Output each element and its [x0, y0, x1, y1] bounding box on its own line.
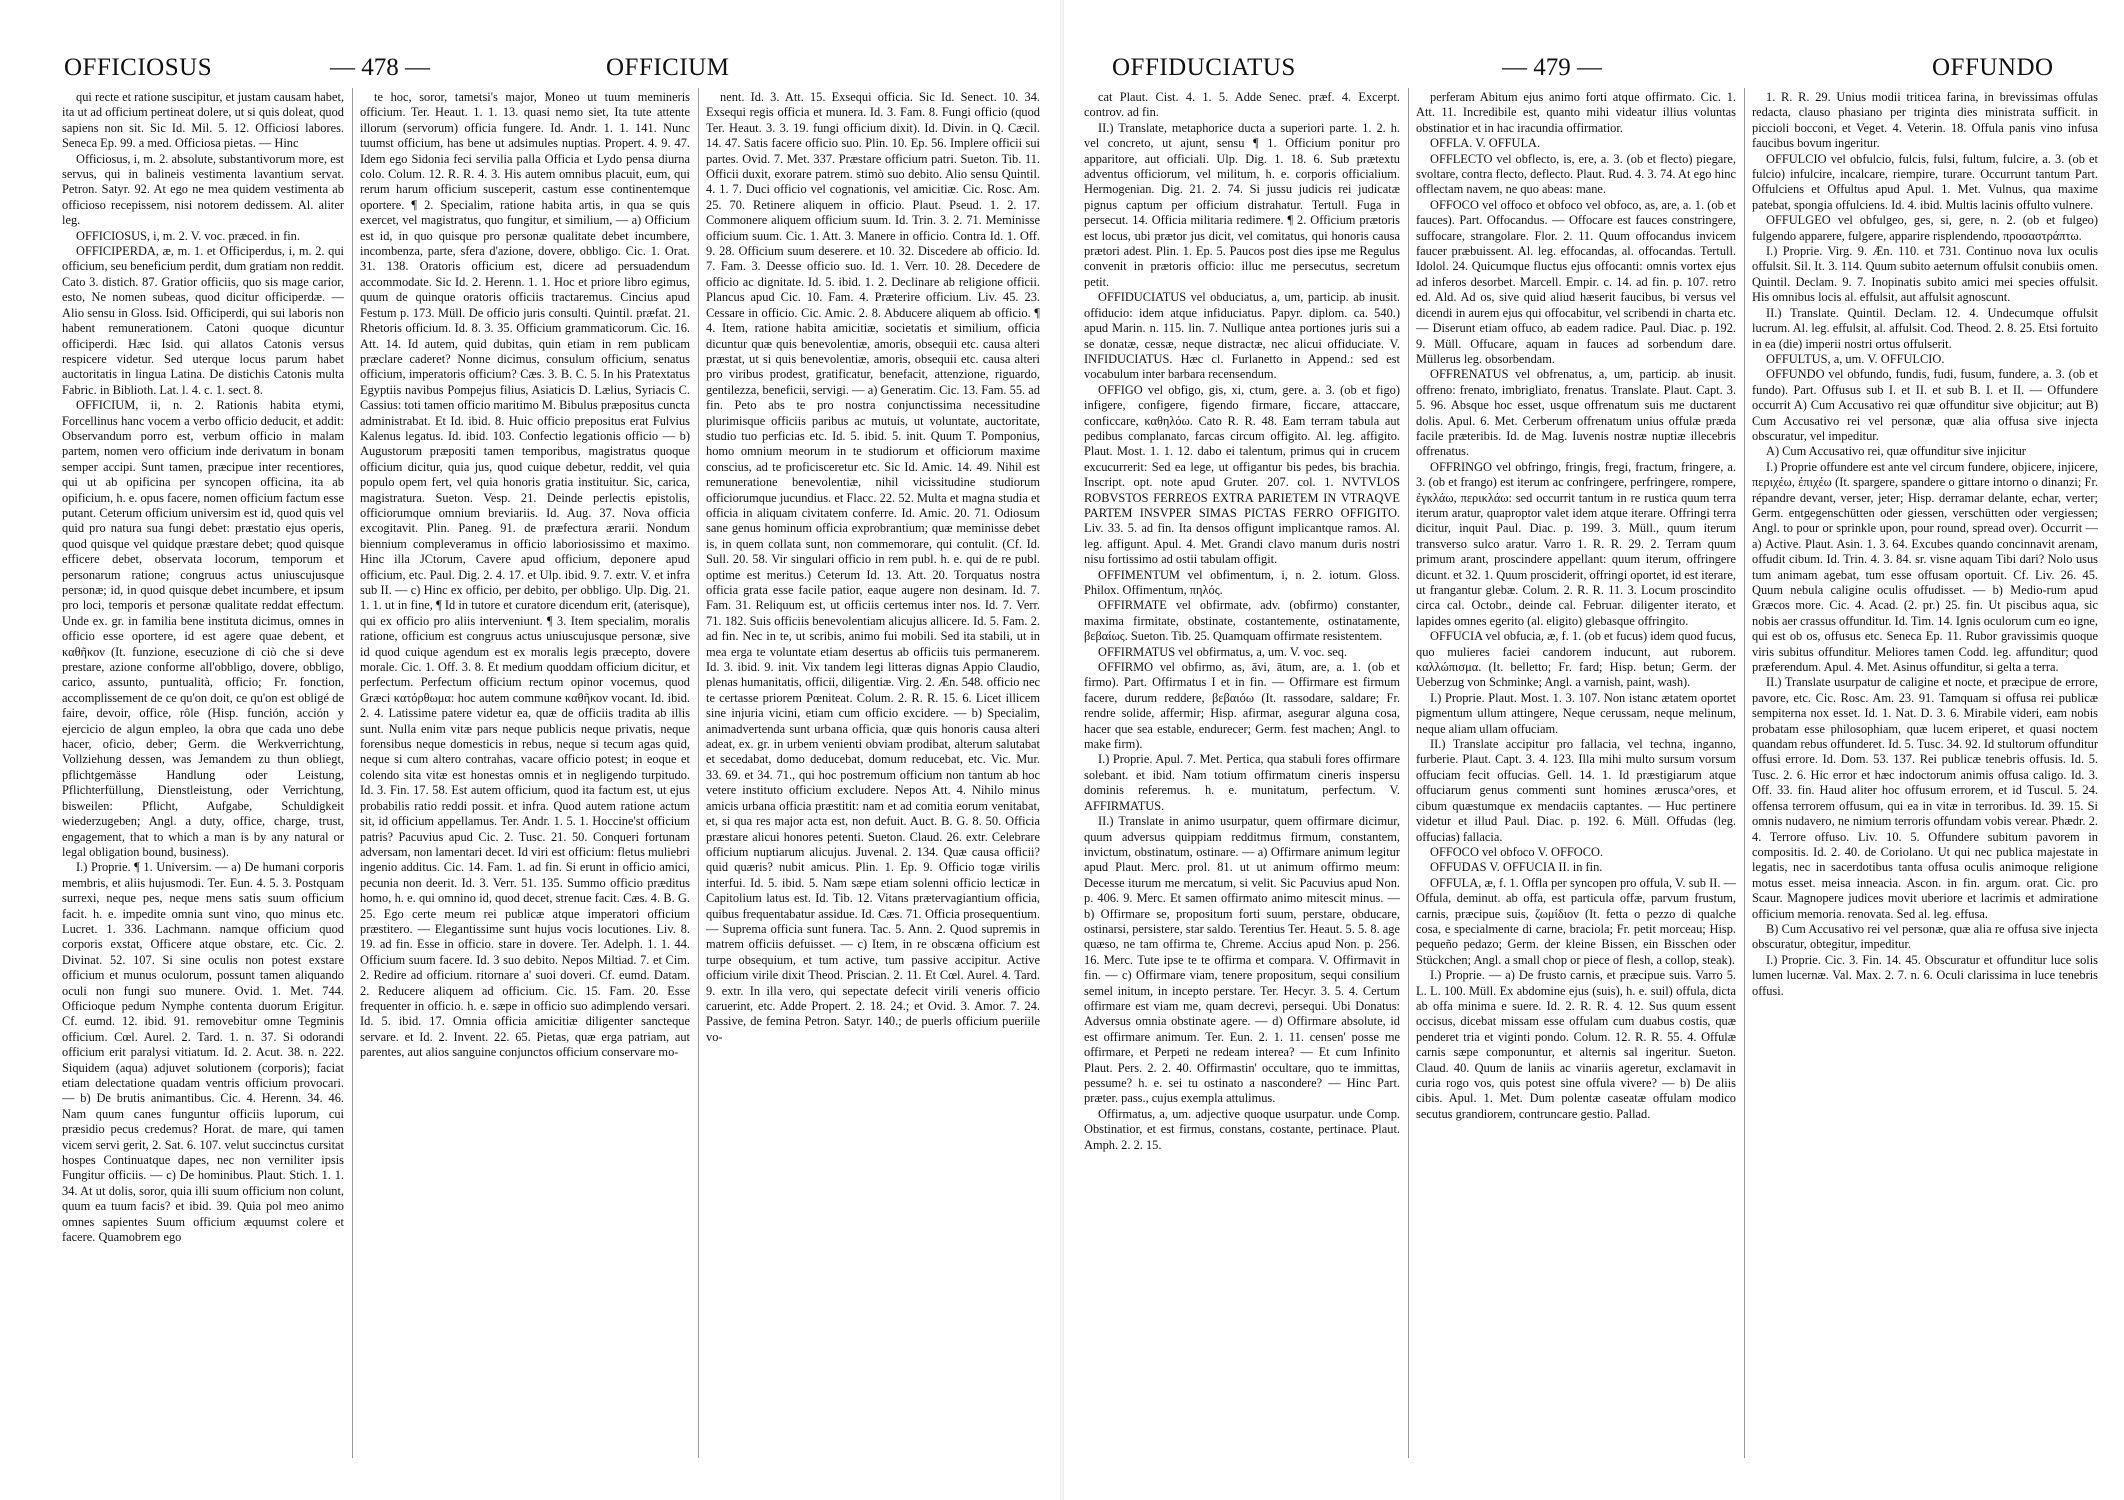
dictionary-entry: nent. Id. 3. Att. 15. Exsequi officia. Sic Id. Senect. 10. 34. Exsequi regis officia et munera. Id. 3. Fam. 8. Fungi officio (quod Ter. Heaut. 3. 3. 19. fungi officium dixit). Id. Divin. in Q. Cæcil. 14. 47. Satis facere officio suo. Plin. 10. Ep. 56. Implere officii sui partes. Ovid. 7. Met. 337. Præstare officium patri. Sueton. Tib. 11. Officii duxit, exorare patrem. stimò suo debito. Alio sensu Quintil. 4. 1. 7. Duci officio vel cognationis, vel amicitiæ. Cic. Rosc. Am. 25. 70. Retinere aliquem in officio. Plaut. Pseud. 1. 2. 17. Commonere aliquem officium suum. Id. Trin. 3. 2. 71. Meminisse officium suum. Cic. 1. Att. 3. Manere in officio. Contra Id. 1. Off. 9. 28. Officium suum deserere. et 10. 32. Discedere ab officio. Id. 7. Fam. 3. Deesse officio suo. Id. 1. Verr. 10. 28. Decedere de officio ac dignitate. Id. 5. ibid. 1. 2. Declinare ab religione officii. Plancus apud Cic. 10. Fam. 4. Præterire officium. Liv. 45. 23. Cessare in officio. Cic. Amic. 2. 8. Abducere aliquem ab officio. ¶ 4. Item, ratione habita amicitiæ, societatis et similium, officia dicuntur quæ quis benevolentiæ, amoris, obsequii etc. causa alteri præstat, ut si quis benevolentiæ, amoris, obsequii etc. causa alteri pro viribus prodest, gratificatur, benefacit, attenzione, riguardo, gentilezza, beneficii, servigi. — a) Generatim. Cic. 13. Fam. 55. ad fin. Peto abs te pro nostra conjunctissima necessitudine plurimisque officiis paribus ac mutuis, ut voluntate, auctoritate, studio tuo perficias etc. Id. 5. ibid. 5. init. Quum T. Pomponius, homo omnium meorum in te studiorum et officiorum maxime conscius, ad te proficisceretur etc. Sic Id. Amic. 14. 49. Nihil est remuneratione benevolentiæ, nihil vicissitudine studiorum officiorumque jucundius. et Flacc. 22. 52. Multa et magna studia et officia in aliquam civitatem conferre. Id. Amic. 20. 71. Odiosum sane genus hominum officia exprobrantium; quæ meminisse debet is, in quem collata sunt, non commemorare, qui contulit. (Cf. Id. Sull. 20. 58. Vir singulari officio in rem publ. h. e. qui de re publ. optime est meritus.) Ceterum Id. 13. Att. 20. Torquatus nostra officia grata esse facile patior, eaque augere non desinam. Id. 7. Fam. 31. Reliquum est, ut officiis certemus inter nos. Id. 7. Verr. 71. 182. Suis officiis benevolentiam alicujus allicere. Id. 5. Fam. 2. ad fin. Nec in te, ut scribis, animo fui mobili. Sed ita stabili, ut in mea erga te voluntate etiam desertus ab officiis tuis permanerem. Id. 3. ibid. 9. init. Vix tandem legi litteras dignas Appio Claudio, plenas humanitatis, officii, diligentiæ. Virg. 2. Æn. 548. officio nec te certasse priorem Pœniteat. Colum. 2. R. R. 15. 6. Licet illicem sine injuria vicini, etiam cum officio excidere. — b) Specialim, animadvertenda sunt urbana officia, quæ quis honoris causa alteri adeat, ex. gr. in urbem venienti obviam prodibat, alterum salutabat et secedabat, domo deducebat, domum reducebat, etc. Vic. Mur. 33. 69. et 34. 71., qui hoc postremum officium non tantum ab hoc vetere instituto officium excludere. Nepos Att. 4. Nihilo minus amicis urbana officia præstitit: nam et ad comitia eorum venitabat, et, si qua res major acta est, non defuit. Auct. B. G. 8. 50. Officia præstare alicui honores petenti. Sueton. Claud. 26. extr. Celebrare officium nuptiarum alicujus. Juvenal. 2. 134. Quæ causa officii? quid quæris? nubit amicus. Plin. 1. Ep. 9. Officio togæ virilis interfui. Id. 5. ibid. 5. Nam sæpe etiam solenni officio lecticæ in Capitolium latus est. Id. Tib. 12. Vitans prætervagiantium officia, quibus frequentabatur assidue. Id. Cæs. 71. Officia prosequentium. — Suprema officia sunt funera. Tac. 5. Ann. 2. Quod supremis in matrem officiis defuisset. — c) Item, in re obscæna officium est turpe obsequium, et tum active, tum passive accipitur. Active officium virile dixit Theod. Priscian. 2. 11. Et Cœl. Aurel. 4. Tard. 9. extr. In illa vero, qui sepectate defecit virili veneris officio caruerint, etc. Adde Propert. 2. 18. 24.; et Ovid. 3. Amor. 7. 24. Passive, de femina Petron. Satyr. 140.; de puerls officium pueriile vo-	[706, 90, 1040, 1044]
dictionary-entry: OFFUNDO vel obfundo, fundis, fudi, fusum, fundere, a. 3. (ob et fundo). Part. Offusus sub I. et II. et sub B. I. et II. — Offundere occurrit A) Cum Accusativo rei quæ offunditur sive objicitur; aut B) Cum Accusativo rei vel personæ, quæ alia offusa sive injecta obscuratur, vel impeditur.	[1752, 367, 2098, 443]
column-rule	[1744, 88, 1745, 1458]
dictionary-entry: cat Plaut. Cist. 4. 1. 5. Adde Senec. præf. 4. Excerpt. controv. ad fin.	[1084, 90, 1400, 120]
dictionary-entry: OFFULCIO vel obfulcio, fulcis, fulsi, fultum, fulcire, a. 3. (ob et fulcio) infulcire, incalcare, riempire, turare. Occurrunt tantum Part. Offulciens et Offultus apud Apul. 1. Met. Vulnus, qua maxime patebat, spongia offulciens. Id. 4. ibid. Multis lacinis offulto vulnere.	[1752, 151, 2098, 212]
page-header	[0, 54, 1062, 84]
text-column	[360, 90, 690, 1460]
dictionary-entry: OFFIRMATUS vel obfirmatus, a, um. V. voc. seq.	[1098, 644, 1348, 659]
page-number: — 478 —	[330, 54, 430, 81]
running-head-right: OFFUNDO	[1932, 54, 2054, 81]
page-number: — 479 —	[1502, 54, 1602, 81]
dictionary-entry: OFFICIOSUS, i, m. 2. V. voc. præced. in fin.	[76, 228, 300, 243]
dictionary-entry: I.) Proprie. — a) De frusto carnis, et præcipue suis. Varro 5. L. L. 100. Müll. Ex abdomine ejus (suis), h. e. suil) offula, dicta ab offa minima e suere. Id. 2. R. R. 4. 12. Sus quum essent occisus, dicebat missam esse offulam cum duabus costis, quæ penderet tria et viginti pondo. Colum. 12. R. R. 55. 4. Offulæ carnis sæpe componuntur, et alternis sal ingeritur. Sueton. Claud. 40. Quum de laniis ac vinariis ageretur, exclamavit in curia rogo vos, quis potest sine offula vivere? — b) De aliis cibis. Apul. 1. Met. Dum polentæ caseatæ offulam modico secutus grandiorem, contruncare gestio. Pallad.	[1416, 968, 1736, 1121]
running-head-left: OFFICIOSUS	[64, 54, 213, 81]
dictionary-entry: II.) Translate usurpatur de caligine et nocte, et præcipue de errore, pavore, etc. Cic. Rosc. Am. 23. 91. Tamquam si offusa rei publicæ sempiterna nox esset. Id. 1. Nat. D. 3. 6. Mirabile videri, eam nobis probatam esse philosophiam, quæ lucem eriperet, et quasi noctem quandam rebus offunderet. Id. 5. Tusc. 34. 92. Id stultorum offunditur offusi errore. Id. Dom. 53. 137. Rei publicæ tenebris offusis. Id. 5. Tusc. 2. 6. Hic error et hæc indoctorum animis offusa caligo. Id. 3. Off. 33. fin. Haud aliter hoc offusum errorem, et id Tuscul. 5. 24. offensa terrorem offusum, qui ea in vitæ in terroribus. Id. 39. 15. Si omnis nudavero, ne nimium terroris offundam vobis verear. Phædr. 2. 4. Terrore offuso. Liv. 10. 5. Offundere subitum pavorem in compositis. Id. 2. 40. de Coriolano. Ut qui nec publica majestate in legatis, nec in sacerdotibus tanta offusa oculis animoque religione motus esset. meisa inneacia. Ascon. in fin. argum. orat. Cic. pro Scaur. Magnopere judices movit uberiore et lacrimis et admiratione officium memoria. renovata. Sed al. leg. effusa.	[1752, 675, 2098, 921]
column-rule	[352, 88, 353, 1458]
column-rule	[698, 88, 699, 1458]
dictionary-entry: I.) Proprie offundere est ante vel circum fundere, objicere, injicere, περιχέω, ἐπιχέω (It. spargere, spandere o gittare intorno o dinanzi; Fr. répandre devant, verser, jeter; Hisp. derramar delante, echar, verter; Germ. entgegenschütten oder giessen, verschütten oder vergiessen; Angl. to pour or sprinkle upon, pour round, spread over). Occurrit — a) Active. Plaut. Asin. 1. 3. 64. Excubes quando concinnavit arenam, offudit cibum. Id. Trin. 4. 3. 84. sr. visne aquam Tibi dari? Nolo usus tum animam agebat, tum esse offusam oportuit. Cf. Liv. 26. 45. Quum nebula caligine oculis offudisset. — b) Medio-rum apud Græcos more. Cic. 4. Acad. (2. pr.) 25. fin. Ut piscibus aqua, sic nobis aer crassus offunditur. Id. Tim. 14. Ignis oculorum cum eo igne, qui est ob os, offusus etc. Seneca Ep. 11. Rubor gravissimis quoque viris subitus offunditur. Meliores tamen Codd. leg. affunditur; quod præferendum. Apul. 4. Met. Asinus offunditur, si gelta a terra.	[1752, 459, 2098, 675]
dictionary-entry: OFFLECTO vel obflecto, is, ere, a. 3. (ob et flecto) piegare, svoltare, contra flecto, deflecto. Plaut. Rud. 4. 3. 74. At ego hinc offlectam navem, ne quo abeas: mane.	[1416, 151, 1736, 197]
dictionary-entry: OFFUCIA vel obfucia, æ, f. 1. (ob et fucus) idem quod fucus, quo mulieres faciei candorem inducunt, aut ruborem. καλλώπισμα. (It. belletto; Fr. fard; Hisp. betun; Germ. der Ueberzug von Schminke; Angl. a varnish, paint, wash).	[1416, 629, 1736, 690]
dictionary-entry: te hoc, soror, tametsi's major, Moneo ut tuum memineris officium. Ter. Heaut. 1. 1. 13. quasi nemo siet, Ita tute attente illorum (servorum) officia fungere. Id. Andr. 1. 1. 141. Nunc tuumst officium, has bene ut adsimules nuptias. Propert. 4. 9. 47. Idem ego Sidonia feci servilia palla Officia et Lydo pensa diurna colo. Colum. 12. R. R. 4. 3. His autem omnibus placuit, eum, qui rerum harum officium susceperit, castum esse continentemque oportere. ¶ 2. Specialim, ratione habita artis, in qua se quis exercet, vel magistratus, quo fungitur, et similium, — a) Officium est id, in quo quisque pro personæ qualitate debet incumbere, incombenza, parte, sfera d'azione, dovere, obbligo. Cic. 1. Orat. 31. 138. Oratoris officium est, dicere ad persuadendum accommodate. Sic Id. 2. Herenn. 1. 1. Hoc et priore libro egimus, quum de quinque oratoris officiis tractaremus. Cincius apud Festum p. 173. Müll. De officio juris consulti. Quintil. præfat. 21. Rhetoris officium. Id. 8. 3. 35. Officium grammaticorum. Cic. 16. Att. 14. Id autem, quid dubitas, quin etiam in rem publicam præclare caderet? Nonne dicimus, consulum officium, senatus officium, imperatoris officium? Cæs. 3. B. C. 5. In his Pratextatus Egyptiis navibus Pompejus filius, Asiaticis D. Lælius, Syriacis C. Cassius: toti tamen officio maritimo M. Bibulus præpositus cuncta administrabat. Et Id. ibid. 8. Huic officio prepositus erat Fulvius Kalenus legatus. Id. ibid. 103. Confectio legationis officio — b) Augustorum præpositi tamen temporibus, magistratus quoque officium dicitur, quia jus, quod cuique debetur, reddit, vel quia populo opem fert, vel quia honoris gratia instituitur. Sic, carica, magistratura. Sueton. Vesp. 21. Deinde perlectis epistolis, officiorumque omnium breviariis. Id. Aug. 37. Nova officia excogitavit. Plin. Paneg. 91. de præfectura ærarii. Nondum biennium compleveramus in officio laboriosissimo et maximo. Hinc illa JCtorum, Cavere apud officium, deponere apud officium, etc. Paul. Dig. 2. 4. 17. et Ulp. ibid. 9. 7. extr. V. et infra sub II. — c) Hinc ex officio, per debito, per obbligo. Ulp. Dig. 21. 1. 1. ut in fine, ¶ Id in tutore et curatore dicendum erit, (aterisque), qui ex officio pro aliis interveniunt. ¶ 3. Item specialim, moralis ratione, officium est congruus actus uniuscujusque personæ, sive id quod cuique agendum est ex moralis legis præcepto, dovere morale. Cic. 1. Off. 3. 8. Et medium quoddam officium dicitur, et perfectum. Perfectum officium rectum opinor vocemus, quod Græci κατόρθωμα: hoc autem commune καθῆκον vocant. Id. ibid. 2. 4. Latissime patere videtur ea, quæ de officiis tradita ab illis sunt. Nulla enim vitæ pars neque publicis neque privatis, neque forensibus neque domesticis in rebus, neque si tecum agas quid, neque si cum altero contrahas, vacare officio potest; in eoque et colendo sita vitæ est honestas omnis et in negligendo turpitudo. Id. 3. Fin. 17. 58. Est autem officium, quod ita factum est, ut ejus probabilis ratio reddi possit. et infra. Quod autem ratione actum sit, id officium appellamus. Ter. Andr. 1. 5. 1. Hoccine'st officium patris? Pacuvius apud Cic. 2. Tusc. 21. 50. Conqueri fortunam adversam, non lamentari decet. Id viri est officium: fletus muliebri ingenio additus. Cic. 14. Fam. 1. ad fin. Si erunt in officio amici, pecunia non deerit. Id. 3. Verr. 51. 135. Summo officio præditus homo, h. e. qui omnino id, quod decet, strenue facit. Cæs. 4. B. G. 25. Ego certe meum rei publicæ atque imperatori officium præstitero. — Elegantissime sunt hujus vocis locutiones. Liv. 8. 19. ad fin. Esse in officio. stare in dovere. Ter. Adelph. 1. 1. 44. Officium suum facere. Id. 3 suo debito. Nepos Miltiad. 7. et Cim. 2. Redire ad officium. ritornare a' suoi doveri. Cf. eumd. Datam. 2. Reducere aliquem ad officium. Cic. 15. Fam. 20. Esse frequenter in officio. h. e. sæpe in officio suo adimplendo versari. Id. 5. ibid. 17. Omnia officia amicitiæ diligenter sancteque servare. et Id. 2. Invent. 22. 65. Pietas, quæ erga patriam, aut parentes, aut alios sanguine conjunctos officium conservare mo-	[360, 90, 690, 1060]
dictionary-entry: OFFIGO vel obfigo, gis, xi, ctum, gere. a. 3. (ob et figo) infigere, configere, figendo firmare, ficcare, attaccare, conficcare, καθηλόω. Cato R. R. 48. Eam terram tabula aut pedibus complanato, farcas circum offigito. Al. leg. affigito. Plaut. Most. 1. 1. 12. dabo ei talentum, primus qui in crucem excucurrerit: Sed ea lege, ut offigantur bis pedes, bis brachia. Inscript. opt. note apud Gruter. 207. col. 1. NVTVLOS ROBVSTOS FERREOS EXTRA PARIETEM IN VTRAQVE PARTEM INSVPER SIMAS PICTAS FERRO OFFIGITO. Liv. 33. 5. ad fin. Ita densos offigunt implicantque ramos. Al. leg. affigunt. Apul. 4. Met. Grandi clavo manum duris nostri nisu fortissimo ad ostii tabulam offigit.	[1084, 382, 1400, 567]
dictionary-entry: 1. R. R. 29. Unius modii triticea farina, in brevissimas offulas redacta, clauso phasiano per triginta dies ministrata sufficit. in piccioli bocconi, et Veget. 4. Veterin. 18. Offula panis vino infusa faucibus bovum ingeritur.	[1752, 90, 2098, 151]
dictionary-entry: OFFULGEO vel obfulgeo, ges, si, gere, n. 2. (ob et fulgeo) fulgendo apparere, fulgere, apparire risplendendo, προσαστράπτω.	[1752, 213, 2098, 243]
dictionary-entry: A) Cum Accusativo rei, quæ offunditur sive injicitur	[1766, 444, 2026, 459]
dictionary-entry: OFFOCO vel obfoco V. OFFOCO.	[1430, 844, 1604, 859]
dictionary-entry: perferam Abitum ejus animo forti atque offirmato. Cic. 1. Att. 11. Incredibile est, quanto mihi videatur illius voluntas obstinatior et in hac iracundia offirmatior.	[1416, 90, 1736, 135]
dictionary-entry: OFFIRMATE vel obfirmate, adv. (obfirmo) constanter, maxima firmitate, obstinate, costantemente, ostinatamente, βεβαίως. Sueton. Tib. 25. Quamquam offirmate resistentem.	[1084, 598, 1400, 644]
dictionary-entry: II.) Translate, metaphorice ducta a superiori parte. 1. 2. h. vel concreto, ut ajunt, sensu ¶ 1. Officium ponitur pro apparitore, aut officiali. Ulp. Dig. 1. 18. 6. Sub prætextu adventus officiorum, vel militum, h. e. corporis officialium. Hermogenian. Dig. 21. 2. 74. Si jussu judicis rei judicatæ pignus captum per officium distrahatur. Tertull. Fuga in persecut. 14. Officia militaria redimere. ¶ 2. Officium prætoris est locus, ubi prætor jus dicit, vel comitatus, qui honoris causa prætori adest. Plin. 1. Ep. 5. Paucos post dies ipse me Regulus convenit in prætoris officio: illuc me persecutus, secretum petit.	[1084, 120, 1400, 289]
dictionary-entry: OFFULTUS, a, um. V. OFFULCIO.	[1766, 351, 1945, 366]
dictionary-entry: I.) Proprie. Plaut. Most. 1. 3. 107. Non istanc ætatem oportet pigmentum ullum attingere, Neque cerussam, neque melinum, neque aliam ullam offuciam.	[1416, 690, 1736, 736]
dictionary-entry: OFFRENATUS vel obfrenatus, a, um, particip. ab inusit. offreno: frenato, imbrigliato, frenatus. Translate. Plaut. Capt. 3. 5. 96. Absque hoc esset, usque offrenatum suis me ductarent dolis. Apul. 6. Met. Cerberum offrenatum unius offulæ præda facile præteribis. Id. de Mag. Iuvenis nostræ nuptiæ illecebris offrenatus.	[1416, 367, 1736, 459]
dictionary-entry: OFFULA, æ, f. 1. Offla per syncopen pro offula, V. sub II. — Offula, deminut. ab offa, est particula offæ, parvum frustum, carnis, præcipue suis, ζωμίδιον (It. fetta o pezzo di qualche cosa, e specialmente di carne, braciola; Fr. petit morceau; Hisp. pequeño pedazo; Germ. der kleine Bissen, ein Bisschen oder Stückchen; Angl. a small chop or piece of flesh, a collop, steak).	[1416, 875, 1736, 967]
dictionary-entry: OFFICIPERDA, æ, m. 1. et Officiperdus, i, m. 2. qui officium, seu beneficium perdit, dum gratiam non reddit. Cato 3. distich. 87. Gratior officiis, quo sis mage carior, esto, Ne nomen subeas, quod dicitur officiperdæ. — Alio sensu in Gloss. Isid. Officiperdi, qui sui laboris non habent remunerationem. Catoni quoque dicuntur officiperdi. Hæc Isid. qui allatos Catonis versus respicere videtur. Sed uterque locus parum habet auctoritatis in lingua Latina. De distichis Catonis multa Fabric. in Biblioth. Lat. l. 4. c. 1. sect. 8.	[62, 244, 344, 397]
text-column	[1416, 90, 1736, 1460]
text-column	[1752, 90, 2098, 1460]
dictionary-entry: OFFICIUM, ii, n. 2. Rationis habita etymi, Forcellinus hanc vocem a verbo officio deducit, et addit: Observandum porro est, verbum officio in malam partem, nomen vero officium inde derivatum in bonam semper accipi. Sunt tamen, præcipue inter recentiores, qui ut ab opificina per syncopen officina, ita ab opificium, h. e. opus facere, nomen officium factum esse putant. Ceterum officium universim est id, quod quis vel quid pro natura sua fungi debet: præstatio ejus operis, quod quisque vel quidque præstare debet; quod quisque efficere debet, observata locorum, temporum et personarum ratione; congruus actus uniuscujusque personæ; id, in quod quisque debet incumbere, et ipsum pro loci, temporis et personæ qualitate reddat effectum. Unde ex. gr. in familia bene instituta dicimus, omnes in officio esse oportere, id est agere quae debent, et καθῆκον (It. funzione, esecuzione di ciò che si deve prestare, azione conforme all'obbligo, dovere, obbligo, carico, assunto, puntualità, officio; Fr. fonction, accomplissement de ce qu'on doit, ce qu'on est obligé de faire, devoir, office, rôle (Hisp. función, acción y ejercicio de algun empleo, la obra que cada uno debe hacer, oficio, deber; Germ. die Werkverrichtung, Vollziehung dessen, was Jemandem zu thun obliegt, pflichtgemässe Handlung oder Leistung, Pflichterfüllung, Dienstleistung, oder Verrichtung, bisweilen: Pflicht, Aufgabe, Schuldigkeit wiederzugeben; Angl. a duty, office, charge, trust, engagement, that to which a man is by any natural or legal obligation bound, business).	[62, 398, 344, 859]
running-head-left: OFFIDUCIATUS	[1112, 54, 1296, 81]
dictionary-entry: Officiosus, i, m. 2. absolute, substantivorum more, est servus, qui in balineis vestimenta lavantium servat. Petron. Satyr. 92. At ego ne mea quidem vestimenta ab officioso recepissem, nisi notorem dedissem. Al. aliter leg.	[62, 151, 344, 228]
dictionary-entry: OFFRINGO vel obfringo, fringis, fregi, fractum, fringere, a. 3. (ob et frango) est iterum ac confringere, perfringere, rompere, ἐγκλάω, περικλάω: sed occurrit tantum in re rustica quum terra iterum aratur, quaproptor valet idem atque iterare. Offringi terra dicitur, inquit Paul. Diac. p. 199. 3. Müll., quum iterum transverso sulco aratur. Varro 1. R. R. 29. 2. Terram quum primum arant, proscindere appellant: quum iterum, offringere dicunt. et 32. 1. Quum prosciderit, offringi oportet, id est iterare, ut frangantur glebæ. Colum. 2. R. R. 11. 3. Locum proscindito circa cal. Octobr., deinde cal. Februar. diligenter iterato, et lapides omnes egerito (al. eligito) glebasque offringito.	[1416, 459, 1736, 628]
dictionary-entry: OFFLA. V. OFFULA.	[1430, 136, 1541, 151]
dictionary-entry: I.) Proprie. ¶ 1. Universim. — a) De humani corporis membris, et aliis hujusmodi. Ter. Eun. 4. 5. 3. Postquam surrexi, neque pes, neque mens satis suum officium facit. h. e. impedite omnia sunt vino, quo minus etc. Lucret. 1. 336. Lachmann. namque officium quod corporis exstat, Officere atque obstare, etc. Cic. 2. Divinat. 52. 107. Si sine oculis non potest exstare officium et munus oculorum, possunt tamen aliquando oculi non fungi suo munere. Ovid. 1. Met. 744. Officioque pedum Nymphe contenta duorum Erigitur. Cf. eumd. 12. ibid. 91. removebitur omne Tegminis officium. Cœl. Aurel. 2. Tard. 1. n. 37. Si odorandi officium erit paralysi vitiatum. Id. 2. Acut. 38. n. 222. Siquidem (aqua) adjuvet solutionem (corporis); faciat etiam delectatione quadam ventris officium provocari. — b) De brutis animantibus. Cic. 4. Herenn. 34. 46. Nam quum canes funguntur officiis luporum, cui præsidio pecus credemus? Horat. de mare, qui tamen vicem servi gerit, 2. Sat. 6. 107. velut succinctus cursitat hospes Continuatque dapes, nec non verniliter ipsis Fungitur officiis. — c) De hominibus. Plaut. Stich. 1. 1. 34. At ut dolis, soror, quia illi suum officium non colunt, quum ea tuum facis? et ibid. 39. Quia pol meo animo omnes sapientes Suum officium æquumst colere et facere. Quamobrem ego	[62, 860, 344, 1245]
column-rule	[1408, 88, 1409, 1458]
dictionary-entry: OFFOCO vel offoco et obfoco vel obfoco, as, are, a. 1. (ob et fauces). Part. Offocandus. — Offocare est fauces constringere, suffocare, strangolare. Flor. 2. 11. Quum offocandus invicem faucer præbuissent. Al. leg. effocandas, al. offocandas. Tertull. Idolol. 24. Quicumque fluctus ejus offocanti: omnis vortex ejus ad inferos desorbet. Marcell. Empir. c. 14. ad fin. p. 107. retro ed. Ald. Ad os, sive quid aliud hæserit faucibus, bi versus vel dicendi in aurem ejus qui offocabitur, vel scribendi in charta etc. — Diserunt etiam offuco, ab eadem radice. Paul. Diac. p. 192. 9. Müll. Offucare, aquam in fauces ad sorbendum dare. Müllerus leg. obsorbendam.	[1416, 197, 1736, 366]
dictionary-entry: OFFIRMO vel obfirmo, as, āvi, ātum, are, a. 1. (ob et firmo). Part. Offirmatus I et in fin. — Offirmare est firmum facere, durum reddere, βεβαιόω (It. rassodare, saldare; Fr. rendre solide, affermir; Hisp. afirmar, asegurar alguna cosa, hacer que sea estable, endurecer; Germ. fest machen; Angl. to make firm).	[1084, 660, 1400, 752]
page-header	[1062, 54, 2124, 84]
running-head-right: OFFICIUM	[606, 54, 730, 81]
text-column	[706, 90, 1040, 1460]
right-page	[1062, 0, 2124, 1500]
dictionary-entry: II.) Translate. Quintil. Declam. 12. 4. Undecumque offulsit lucrum. Al. leg. effulsit, al. affulsit. Cod. Theod. 2. 8. 25. Etsi fortuito in ea (die) imperii nostri ortus offulserit.	[1752, 305, 2098, 351]
dictionary-entry: OFFIDUCIATUS vel obduciatus, a, um, particip. ab inusit. offiducio: idem atque infiduciatus. Papyr. diplom. ca. 540.) apud Marin. n. 115. lin. 7. Nullique antea portiones juris sui a se donatæ, cessæ, neque distractæ, nec alicui offiduciate. V. INFIDUCIATUS. Hæc cl. Furlanetto in Append.: sed est vocabulum inter barbara recensendum.	[1084, 290, 1400, 382]
text-column	[62, 90, 344, 1460]
dictionary-entry: II.) Translate accipitur pro fallacia, vel techna, inganno, furberie. Plaut. Capt. 3. 4. 123. Illa mihi multo sursum vorsum offuciam fecit offucias. Gell. 14. 1. Id præstigiarum atque offuciarum genus commenti sunt homines ærusca^ores, et cibum quæstumque ex mendaciis captantes. — Huc pertinere videtur et illud Paul. Diac. p. 192. 6. Müll. Offudas (leg. offucias) fallacia.	[1416, 737, 1736, 844]
dictionary-entry: I.) Proprie. Cic. 3. Fin. 14. 45. Obscuratur et offunditur luce solis lumen lucernæ. Val. Max. 2. 7. n. 6. Oculi clarissima in luce tenebris offusi.	[1752, 952, 2098, 998]
dictionary-entry: I.) Proprie. Apul. 7. Met. Pertica, qua stabuli fores offirmare solebant. et ibid. Nam totium offirmatum cineris inspersu dominis referemus. h. e. munitatum, perfectum. V. AFFIRMATUS.	[1084, 752, 1400, 813]
dictionary-entry: B) Cum Accusativo rei vel personæ, quæ alia re offusa sive injecta obscuratur, obtegitur, impeditur.	[1752, 921, 2098, 952]
dictionary-entry: OFFUDAS V. OFFUCIA II. in fin.	[1430, 860, 1603, 875]
dictionary-entry: II.) Translate in animo usurpatur, quem offirmare dicimur, quum adversus quippiam redditmus firmum, constantem, invictum, obstinatum, ostinare. — a) Offirmare animum legitur apud Plaut. Merc. prol. 81. ut ut animum offirmo meum: Decesse iturum me mercatum, si velit. Sic Pacuvius apud Non. p. 406. 9. Merc. Et samen offirmato animo mitescit minus. — b) Offirmare se, propositum forti suum, perstare, obducare, ostinarsi, persistere, star saldo. Terentius Ter. Heaut. 5. 5. 8. age quæso, ne tam offirma te, Chreme. Accius apud Non. p. 256. 16. Merc. Tute ipse te te offirma et compara. V. Offirmavit in fin. — c) Offirmare viam, tenere propositum, sequi consilium semel initum, in incepto perstare. Ter. Hecyr. 3. 5. 4. Certum offirmare est viam me, quam decrevi, persequi. Ubi Donatus: Adversus omnia obstinate agere. — d) Offirmare absolute, id est offirmare animum. Ter. Eun. 2. 1. 11. censen' posse me offirmare, et Perpeti ne redeam interea? — Et cum Infinito Plaut. Pers. 2. 2. 40. Offirmastin' occultare, quo te immittas, pessume? h. e. sei tu ostinato a nascondere? — Hinc Part. præter. pass., cujus exempla attulimus.	[1084, 814, 1400, 1106]
dictionary-entry: qui recte et ratione suscipitur, et justam causam habet, ita ut ad officium pertineat dolere, ut si quis doleat, quod sapiens non sit. Sic Id. Mil. 5. 12. Officiosi labores. Seneca Ep. 99. a med. Officiosa pietas. — Hinc	[62, 90, 344, 151]
dictionary-entry: I.) Proprie. Virg. 9. Æn. 110. et 731. Continuo nova lux oculis offulsit. Sil. It. 3. 114. Quum subito aeternum offulsit conubiis omen. Quintil. Declam. 9. 7. Inopinatis subito amici mei species offulsit. His omnibus locis al. effulsit, aut affulsit agnoscunt.	[1752, 244, 2098, 305]
text-column	[1084, 90, 1400, 1460]
dictionary-entry: Offirmatus, a, um. adjective quoque usurpatur. unde Comp. Obstinatior, et est firmus, constans, costante, pertinace. Plaut. Amph. 2. 2. 15.	[1084, 1106, 1400, 1152]
dictionary-entry: OFFIMENTUM vel obfimentum, i, n. 2. iotum. Gloss. Philox. Offimentum, πηλός.	[1084, 567, 1400, 597]
